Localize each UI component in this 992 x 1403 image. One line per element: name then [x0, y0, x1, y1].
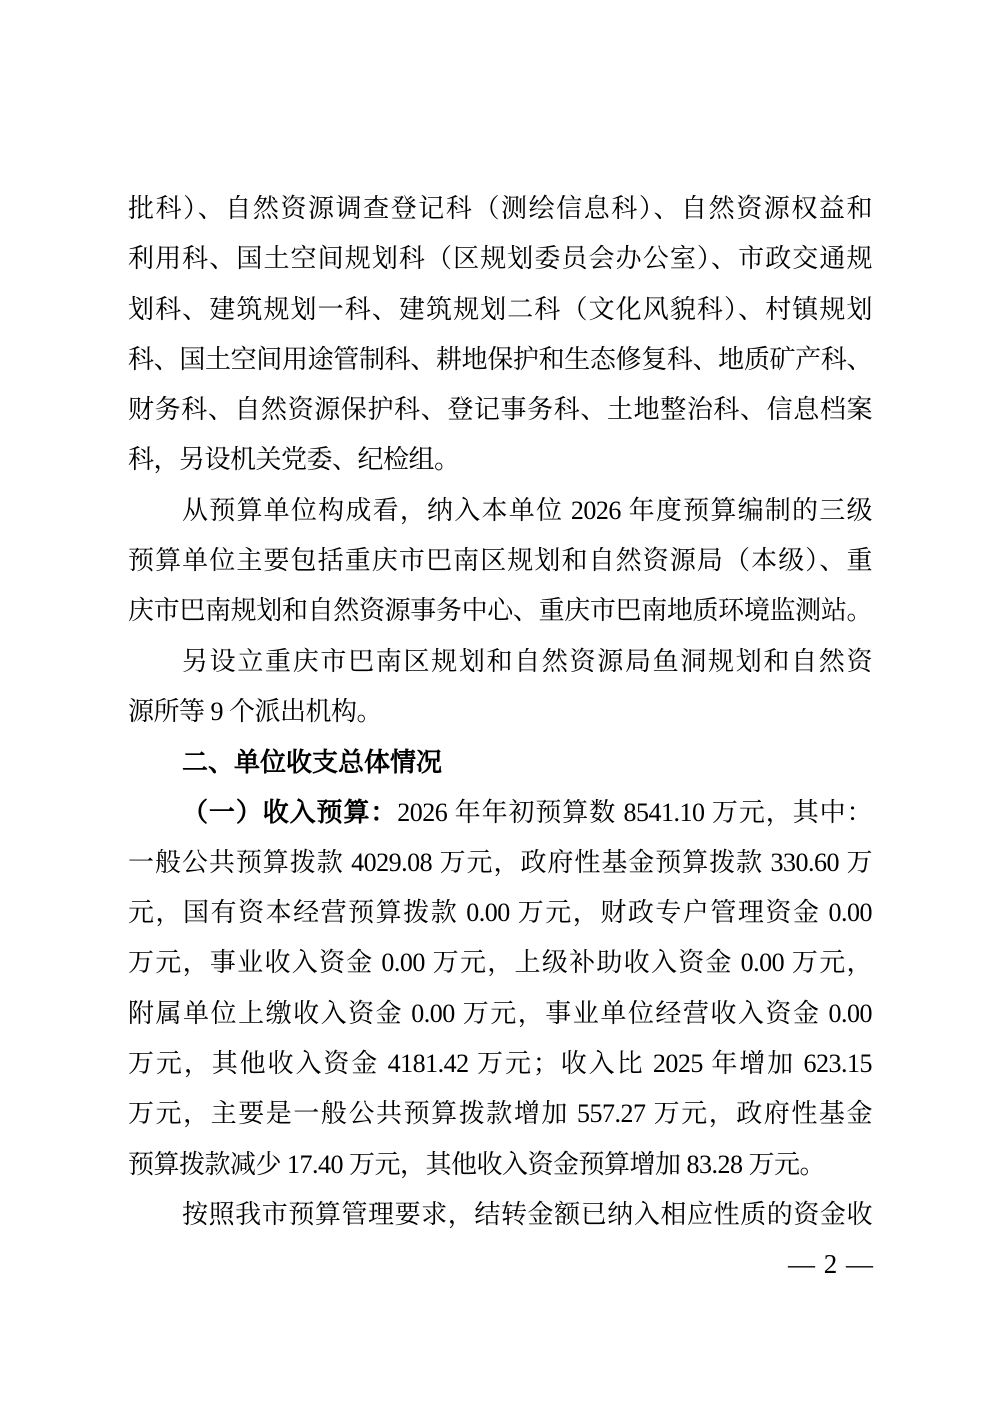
text-segment: 一般公共预算拨款 4029.08 万元，政府性基金预算拨款 330.60 万: [128, 847, 872, 877]
text-line: [128, 637, 872, 687]
text-line: [128, 285, 872, 335]
text-line: [128, 184, 872, 234]
text-line: [128, 435, 872, 485]
text-line: [128, 938, 872, 988]
text-line: [128, 536, 872, 586]
text-segment: 批科）、自然资源调查登记科（测绘信息科）、自然资源权益和: [128, 194, 872, 223]
text-line: [128, 1190, 872, 1240]
text-line: [128, 486, 872, 536]
text-segment: 万元，事业收入资金 0.00 万元，上级补助收入资金 0.00 万元，: [128, 948, 872, 978]
text-segment: 附属单位上缴收入资金 0.00 万元，事业单位经营收入资金 0.00: [128, 998, 872, 1028]
text-segment: 万元，其他收入资金 4181.42 万元；收入比 2025 年增加 623.15: [128, 1049, 872, 1079]
text-segment: 元，国有资本经营预算拨款 0.00 万元，财政专户管理资金 0.00: [128, 898, 872, 928]
text-line: [128, 1089, 872, 1139]
text-segment: 另设立重庆市巴南区规划和自然资源局鱼洞规划和自然资: [182, 646, 872, 676]
text-segment: 划科、建筑规划一科、建筑规划二科（文化风貌科）、村镇规划: [128, 294, 872, 324]
text-segment: 利用科、国土空间规划科（区规划委员会办公室）、市政交通规: [128, 244, 872, 274]
text-line: [128, 788, 872, 838]
text-segment: 二、单位收支总体情况: [182, 747, 443, 778]
text-segment: 源所等 9 个派出机构。: [128, 696, 383, 726]
page-number: — 2 —: [788, 1249, 874, 1279]
text-line: [128, 335, 872, 385]
text-segment: 预算单位主要包括重庆市巴南区规划和自然资源局（本级）、重: [128, 546, 872, 576]
text-segment: 按照我市预算管理要求，结转金额已纳入相应性质的资金收: [182, 1199, 872, 1229]
text-segment: 2026 年年初预算数 8541.10 万元，其中：: [397, 797, 872, 827]
text-line: [128, 586, 872, 636]
text-line: [128, 234, 872, 284]
text-line: [128, 687, 872, 737]
text-segment: 财务科、自然资源保护科、登记事务科、土地整治科、信息档案: [128, 395, 872, 425]
text-line: [128, 385, 872, 435]
text-line: [128, 989, 872, 1039]
text-segment: 从预算单位构成看，纳入本单位 2026 年度预算编制的三级: [182, 495, 872, 525]
text-line: [128, 888, 872, 938]
text-line: [128, 838, 872, 888]
section-heading: [128, 737, 872, 787]
text-line: [128, 1039, 872, 1089]
text-segment: 科、国土空间用途管制科、耕地保护和生态修复科、地质矿产科、: [128, 344, 872, 374]
text-segment: （一）收入预算：: [182, 797, 398, 827]
text-segment: 预算拨款减少 17.40 万元，其他收入资金预算增加 83.28 万元。: [128, 1149, 826, 1179]
text-segment: 科，另设机关党委、纪检组。: [128, 445, 460, 475]
text-segment: 万元，主要是一般公共预算拨款增加 557.27 万元，政府性基金: [128, 1099, 872, 1129]
document-body: [128, 184, 872, 1240]
text-line: [128, 1140, 872, 1190]
text-segment: 庆市巴南规划和自然资源事务中心、重庆市巴南地质环境监测站。: [128, 596, 872, 626]
